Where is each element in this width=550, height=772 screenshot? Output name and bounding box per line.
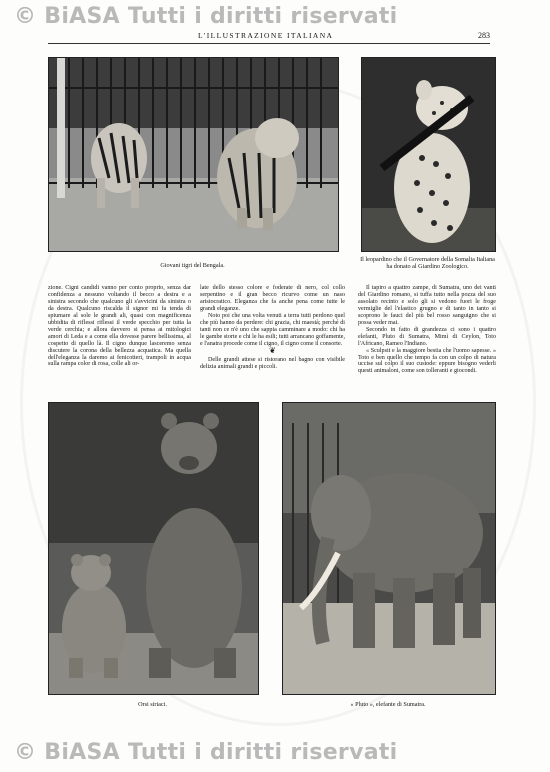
- article-paragraph: late dello stesso colore e foderate di nero, col collo serpentino e il gran becco ricurvo come un naso aristocratico. Eleganza che fa anche pena come tutte le grandi eleganze.: [200, 285, 345, 312]
- article-paragraph: Noto poi che una volta venuti a terra tutti perdono quel che più hanno da perdere: chi grazia, chi maestà; perché di tanti non ce n'è uno che sappia camminare a modo: chi ha le gambe storte e chi le ha esili; tutti arrancano goffamente, e l'anatra procede come il cigno, il cigno come il consorte.: [200, 312, 345, 347]
- article-column-1: [48, 285, 191, 385]
- leopard-caption: Il leopardino che il Governatore della Somalia Italiana ha donato al Giardino Zoologico.: [360, 256, 495, 271]
- bears-photo: [48, 402, 259, 695]
- watermark-top: © BiASA Tutti i diritti riservati: [14, 4, 398, 29]
- article-paragraph: Delle grandi attese si ristorano nel bagno con visibile delizia animali grandi e piccoli.: [200, 356, 345, 370]
- article-column-2: [200, 285, 345, 385]
- page-number: 283: [478, 31, 490, 40]
- page-header: [48, 31, 490, 44]
- tigers-caption: Giovani tigri del Bengala.: [160, 262, 225, 269]
- elephant-caption: « Pluto », elefante di Sumatra.: [350, 701, 426, 708]
- watermark-bottom: © BiASA Tutti i diritti riservati: [14, 740, 398, 765]
- section-ornament: ❦: [269, 345, 276, 355]
- elephant-photo: [282, 402, 496, 695]
- bears-caption: Orsi siriaci.: [138, 701, 167, 708]
- article-paragraph: zione. Cigni candidi vanno per conto proprio, senza dar confidenza a nessuno voltando il becco a destra e a sinistra secondo che qualcuno gli s'avvicini da sinistra o da destra. Qualcuno riscalda il signor mi fa tenda di spiumare al sole le grandi ali, quasi con magnificenza ubbidita di riflessi riflessi il verde specchio per tutta la verde cerchia; e allora davvero si pensa ai mitologici amori di Leda e a come ella dovesse parere bellissima, al cospetto di quello là. Il cigno dunque lasceremo senza discutere la corona della bellezza acquatica. Ma quella dell'eleganza la daremo ai fenicotteri, trampoli in acqua sulla rampa color di rosa, colle ali or-: [48, 285, 191, 368]
- leopard-photo: [361, 57, 496, 252]
- tigers-photo: [48, 57, 339, 252]
- article-column-3: [358, 285, 496, 385]
- article-paragraph: « Sculpsit e la maggiore bestia che l'uomo sapesse. » Toto e ben quello che tempo fa con un colpo di natura uccise sul colpo il suo custode: eppure bisogno vederli questi animaloni, come son tolleranti e giocondi.: [358, 347, 496, 375]
- article-paragraph: Secondo in fatto di grandezza ci sono i quattro elefanti, Pluto di Sumatra, Mimì di Ceylon, Toto l'Africano, Rameo l'Indiano.: [358, 326, 496, 347]
- magazine-title: L'ILLUSTRAZIONE ITALIANA: [198, 31, 334, 40]
- article-paragraph: Il tapiro a quattro zampe, di Sumatra, uno dei vanti del Giardino romano, si tuffa tutto nella pozza del suo assolato recinto e solo gli si vedono fuori le froge vermiglie del l'elastico grugno e di tanto in tanto si scoprono le fauci del più bel rosso sanguigno che si possa veder mai.: [358, 285, 496, 326]
